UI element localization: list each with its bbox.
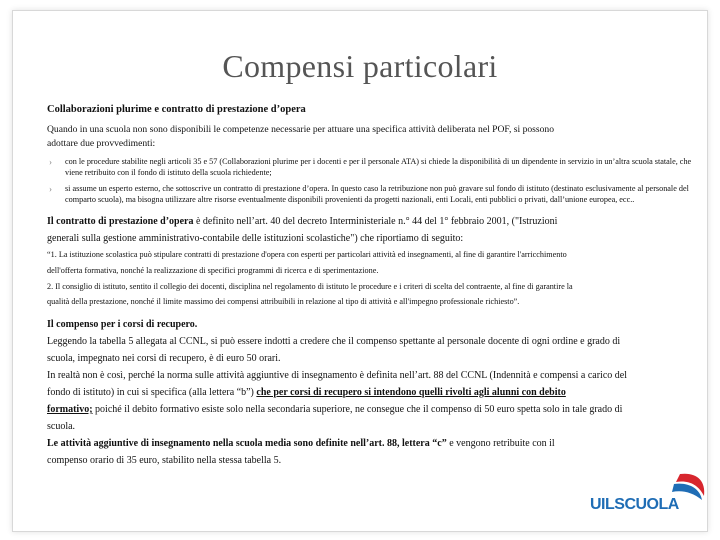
section2-text-a: è definito nell’art. 40 del decreto Interministeriale n.° 44 del 1° febbraio 2001, ("Istruzioni — [193, 216, 558, 228]
quote-line1: “1. La istituzione scolastica può stipulare contratti di prestazione d'opera con esperti per particolari attività ed insegnamenti, al fine di garantire l'arricchimento — [47, 250, 567, 260]
section3-line4 — [47, 384, 707, 401]
section3-line7 — [47, 435, 707, 452]
section3-line4a: fondo di istituto) in cui si specifica (alla lettera “b”) — [47, 386, 257, 398]
bullet-text: con le procedure stabilite negli articoli 35 e 57 (Collaborazioni plurime per i docenti e per il personale ATA) si chiede la disponibilità di un dipendente in servizio in un’altra scuola statale, che viene retribuito con il fondo di istituto della scuola richiedente; — [65, 157, 692, 177]
section3-line7b: e vengono retribuite con il — [449, 437, 555, 449]
section1-heading: Collaborazioni plurime e contratto di prestazione d’opera — [47, 104, 306, 115]
section3-heading: Il compenso per i corsi di recupero. — [47, 318, 198, 330]
section2-text-b: generali sulla gestione amministrativo-contabile delle istituzioni scolastiche") che riportiamo di seguito: — [47, 233, 464, 245]
slide-content — [47, 102, 707, 475]
list-item — [47, 157, 707, 179]
quote-line4: qualità della prestazione, nonché il limite massimo dei compensi attribuibili in relazione al tipo di attività e all'impegno professionale richiesto”. — [47, 297, 520, 307]
section3-line5a: formativo; — [47, 403, 93, 415]
section2 — [47, 213, 707, 309]
chevron-right-icon: › — [49, 157, 52, 168]
section3-line6: scuola. — [47, 420, 76, 432]
section2-heading: Il contratto di prestazione d’opera — [47, 216, 194, 228]
section1-intro-line2: adottare due provvedimenti: — [47, 138, 156, 150]
section3-line3: In realtà non è così, perché la norma sulle attività aggiuntive di insegnamento è definita nell’art. 88 del CCNL (Indennità e compensi a carico del — [47, 369, 627, 381]
section3-line5b: poiché il debito formativo esiste solo nella secondaria superiore, ne consegue che il compenso di 50 euro spetta solo in tale grado di — [92, 403, 623, 415]
section3-line4b: che per corsi di recupero si intendono quelli rivolti agli alunni con debito — [256, 386, 566, 398]
section3 — [47, 316, 707, 469]
section3-line8: compenso orario di 35 euro, stabilito nella stessa tabella 5. — [47, 454, 282, 466]
chevron-right-icon: › — [49, 183, 52, 194]
quote-line2: dell'offerta formativa, nonché la realizzazione di specifici programmi di ricerca e di sperimentazione. — [47, 265, 379, 275]
section1-intro-line1: Quando in una scuola non sono disponibili le competenze necessarie per attuare una specifica attività deliberata nel POF, si possono — [47, 124, 555, 136]
section1-intro — [47, 123, 707, 151]
logo-text: UILSCUOLA — [590, 496, 679, 513]
section3-line5 — [47, 401, 707, 418]
section1-bullet-list — [47, 157, 707, 205]
section2-line1 — [47, 213, 707, 230]
list-item — [47, 184, 707, 206]
section3-line1: Leggendo la tabella 5 allegata al CCNL, si può essere indotti a credere che il compenso spettante al personale docente di ogni ordine e grado di — [47, 335, 621, 347]
slide-title: Compensi particolari — [222, 48, 498, 84]
section3-line2: scuola, impegnato nei corsi di recupero, è di euro 50 orari. — [47, 352, 281, 364]
quote-line3: 2. Il consiglio di istituto, sentito il collegio dei docenti, disciplina nel regolamento di istituto le procedure e i criteri di scelta del contraente, al fine di garantire la — [47, 281, 573, 291]
bullet-text: si assume un esperto esterno, che sottoscrive un contratto di prestazione d’opera. In questo caso la retribuzione non può gravare sul fondo di istituto (destinato esclusivamente al personale del comparto scuola), ma bisogna utilizzare altre risorse eventualmente disponibili provenienti da progetti nazionali, enti Locali, enti pubblici o privati, dall’unione europea, ecc.. — [65, 183, 689, 204]
section3-line7a: Le attività aggiuntive di insegnamento nella scuola media sono definite nell’art. 88, lettera “c” — [47, 437, 450, 449]
